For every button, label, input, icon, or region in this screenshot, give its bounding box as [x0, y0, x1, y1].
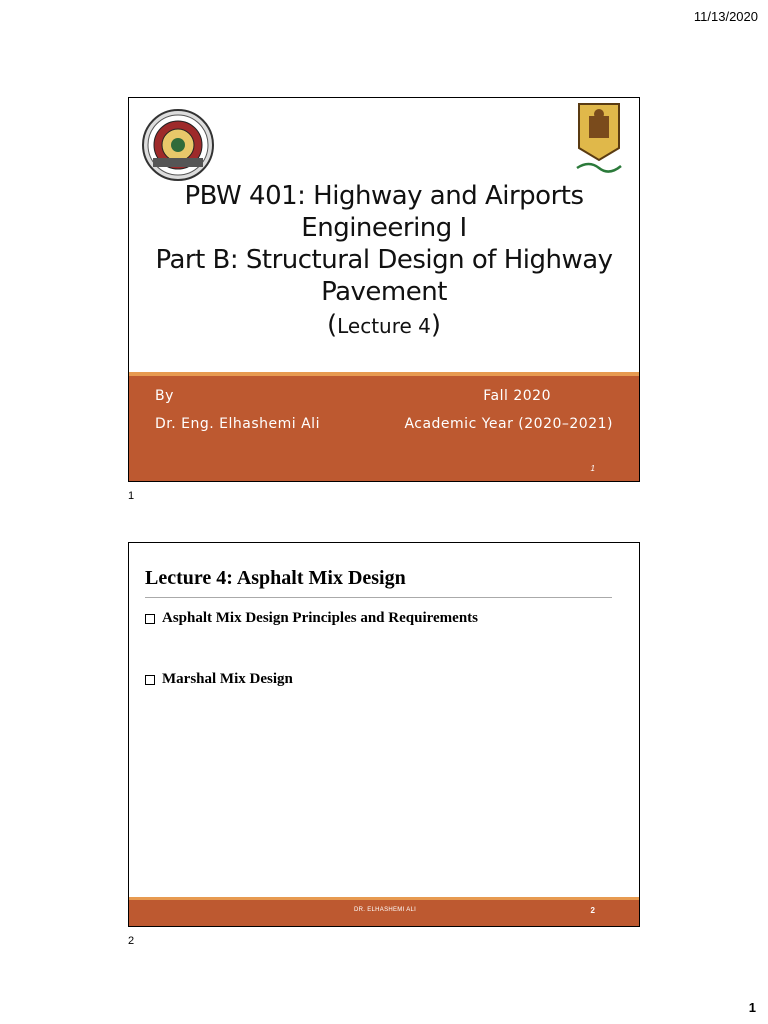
slide-number: 2 — [590, 906, 595, 915]
page-number: 1 — [748, 1000, 756, 1015]
slide-2 — [128, 542, 640, 927]
subtitle-text: Lecture 4 — [337, 314, 431, 338]
footer-band — [129, 897, 639, 926]
slide-1 — [128, 97, 640, 482]
subtitle-close-paren: ) — [430, 310, 442, 340]
bullet-text: Asphalt Mix Design Principles and Requirements — [162, 610, 478, 626]
square-bullet-icon — [145, 675, 155, 685]
print-date: 11/13/2020 — [693, 9, 758, 24]
faculty-logo-icon — [141, 108, 215, 182]
bullet-text: Marshal Mix Design — [162, 671, 293, 687]
title-divider — [145, 597, 612, 598]
subtitle-open-paren: ( — [326, 310, 338, 340]
slide-index: 1 — [128, 490, 135, 502]
title-line: Engineering I — [301, 213, 467, 243]
bullet-item — [145, 610, 478, 627]
title-line: Pavement — [321, 277, 447, 307]
by-label: By — [155, 388, 174, 404]
lecture-subtitle — [129, 310, 639, 341]
slide-number: 1 — [590, 464, 595, 473]
bullet-item — [145, 671, 293, 688]
title-line: PBW 401: Highway and Airports — [184, 181, 584, 211]
author-name: Dr. Eng. Elhashemi Ali — [155, 416, 320, 432]
title-line: Part B: Structural Design of Highway — [155, 245, 613, 275]
slide-index: 2 — [128, 935, 135, 947]
square-bullet-icon — [145, 614, 155, 624]
slide-title: Lecture 4: Asphalt Mix Design — [145, 567, 406, 589]
author-band — [129, 372, 639, 481]
term-label: Fall 2020 — [483, 388, 551, 404]
footer-author: DR. ELHASHEMI ALI — [354, 907, 417, 913]
slide-title-block — [129, 180, 639, 341]
university-logo-icon — [575, 102, 623, 176]
academic-year: Academic Year (2020–2021) — [404, 416, 613, 432]
